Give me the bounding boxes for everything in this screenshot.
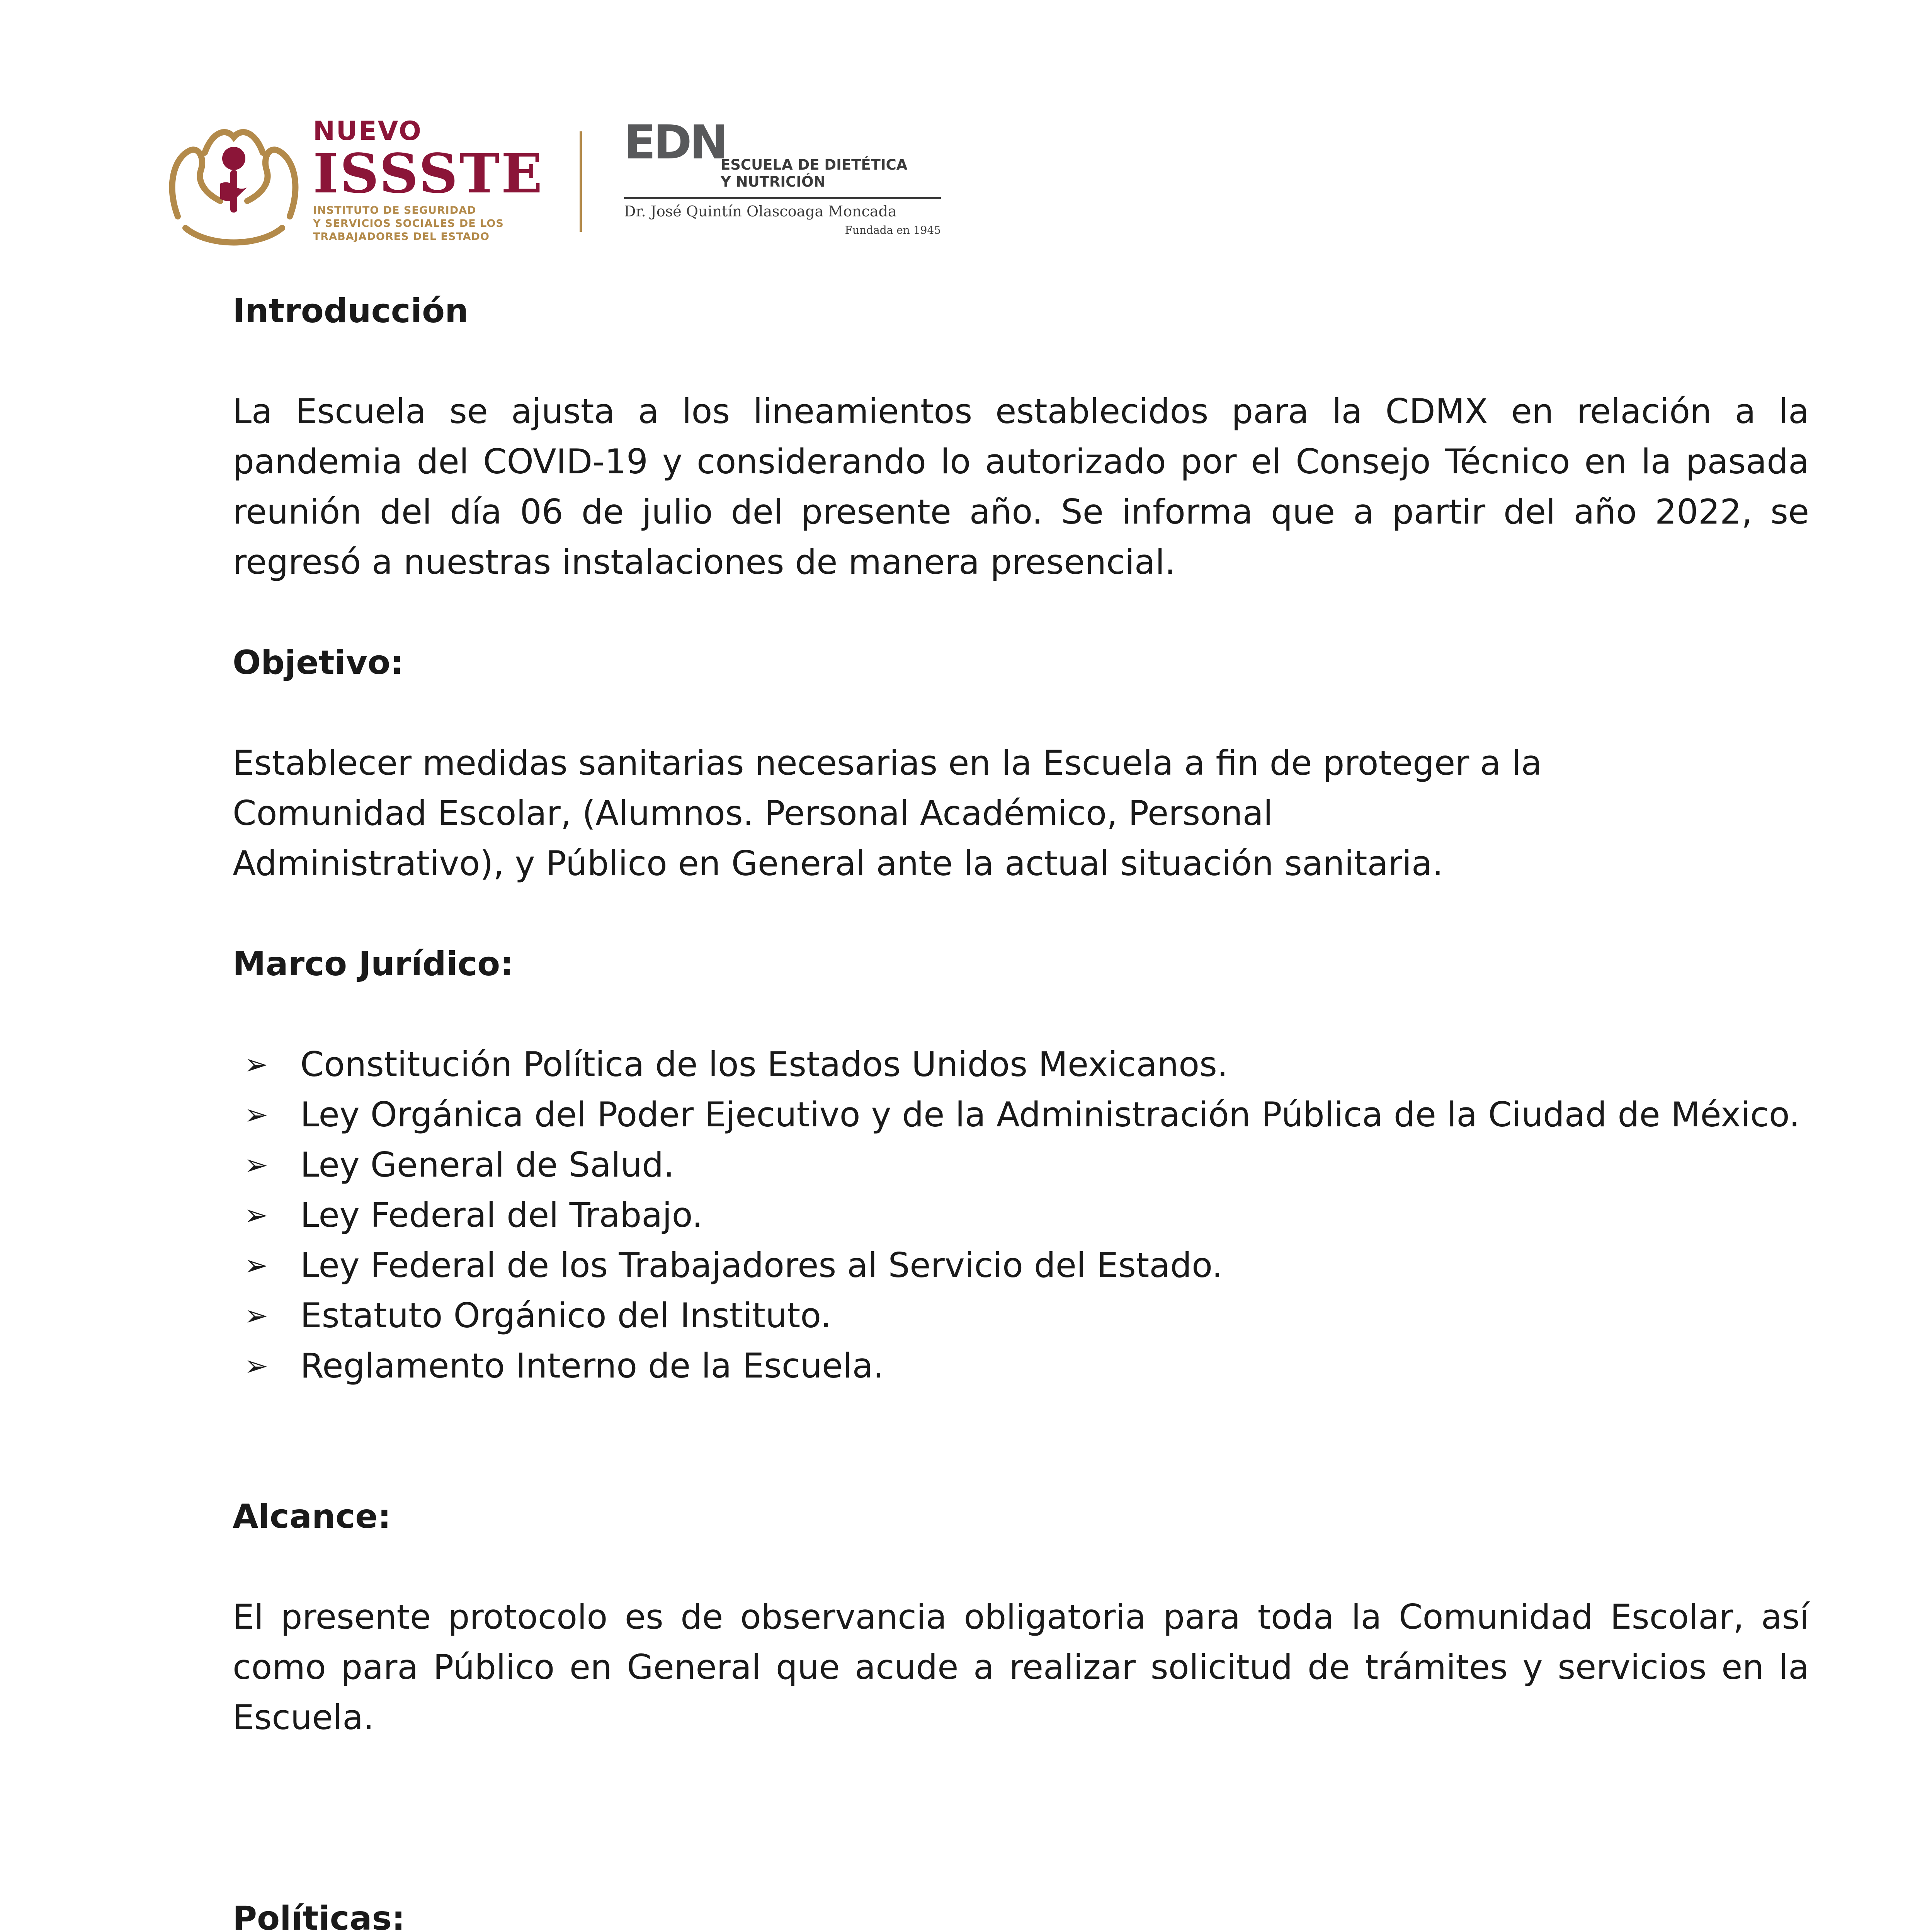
edn-founded: Fundada en 1945 xyxy=(845,224,941,236)
arrow-bullet-icon: ➢ xyxy=(244,1349,269,1383)
edn-rule xyxy=(624,197,941,199)
list-item-text: Ley Federal de los Trabajadores al Servicio del Estado. xyxy=(300,1245,1223,1285)
header-divider xyxy=(580,131,582,232)
arrow-bullet-icon: ➢ xyxy=(244,1199,269,1232)
list-item-text: Ley Federal del Trabajo. xyxy=(300,1195,703,1235)
objective-heading: Objetivo: xyxy=(233,643,404,682)
edn-doctor-name: Dr. José Quintín Olascoaga Moncada xyxy=(624,203,897,220)
list-item-text: Reglamento Interno de la Escuela. xyxy=(300,1346,884,1386)
list-item xyxy=(233,1090,1809,1140)
arrow-bullet-icon: ➢ xyxy=(244,1048,269,1081)
issste-subtitle-line: INSTITUTO DE SEGURIDAD xyxy=(313,204,476,216)
arrow-bullet-icon: ➢ xyxy=(244,1098,269,1131)
intro-heading: Introducción xyxy=(233,292,469,330)
objective-text-line: Administrativo), y Público en General ante la actual situación sanitaria. xyxy=(233,844,1443,883)
issste-name: ISSSTE xyxy=(313,142,544,206)
list-item xyxy=(233,1291,1809,1341)
letterhead xyxy=(162,112,974,259)
list-item xyxy=(233,1190,1809,1240)
list-item-text: Estatuto Orgánico del Instituto. xyxy=(300,1296,832,1335)
arrow-bullet-icon: ➢ xyxy=(244,1249,269,1282)
arrow-bullet-icon: ➢ xyxy=(244,1299,269,1332)
edn-school-line: ESCUELA DE DIETÉTICA xyxy=(721,156,908,173)
scope-heading: Alcance: xyxy=(233,1497,391,1536)
edn-school-line: Y NUTRICIÓN xyxy=(721,173,826,190)
edn-logo-block xyxy=(624,116,972,251)
issste-hands-emblem-icon xyxy=(162,116,305,251)
list-item xyxy=(233,1140,1809,1190)
edn-school-name xyxy=(721,156,907,190)
issste-nuevo: NUEVO xyxy=(313,116,422,146)
issste-subtitle-line: TRABAJADORES DEL ESTADO xyxy=(313,231,490,243)
legal-list xyxy=(233,1039,1809,1391)
document-body xyxy=(233,286,1809,1932)
objective-text-line: Establecer medidas sanitarias necesarias en la Escuela a fin de proteger a la xyxy=(233,743,1542,783)
arrow-bullet-icon: ➢ xyxy=(244,1148,269,1182)
legal-heading: Marco Jurídico: xyxy=(233,945,514,983)
issste-subtitle-line: Y SERVICIOS SOCIALES DE LOS xyxy=(313,218,504,230)
list-item-text: Ley General de Salud. xyxy=(300,1145,675,1185)
edn-logo: EDN xyxy=(624,116,726,170)
intro-text: La Escuela se ajusta a los lineamientos establecidos para la CDMX en relación a la pandemia del COVID-19 y considerando lo autorizado por el Consejo Técnico en la pasada reunión del día 06 de julio del presente año. Se informa que a partir del año 2022, se regresó a nuestras instalaciones de manera presencial. xyxy=(233,391,1809,582)
list-item-text: Ley Orgánica del Poder Ejecutivo y de la Administración Pública de la Ciudad de México. xyxy=(300,1095,1800,1134)
scope-text: El presente protocolo es de observancia obligatoria para toda la Comunidad Escolar, así como para Público en General que acude a realizar solicitud de trámites y servicios en la Escuela. xyxy=(233,1597,1809,1737)
list-item xyxy=(233,1240,1809,1291)
policies-heading: Políticas: xyxy=(233,1899,405,1932)
objective-text-line: Comunidad Escolar, (Alumnos. Personal Académico, Personal xyxy=(233,793,1273,833)
list-item xyxy=(233,1039,1809,1090)
list-item-text: Constitución Política de los Estados Unidos Mexicanos. xyxy=(300,1044,1228,1084)
list-item xyxy=(233,1341,1809,1391)
